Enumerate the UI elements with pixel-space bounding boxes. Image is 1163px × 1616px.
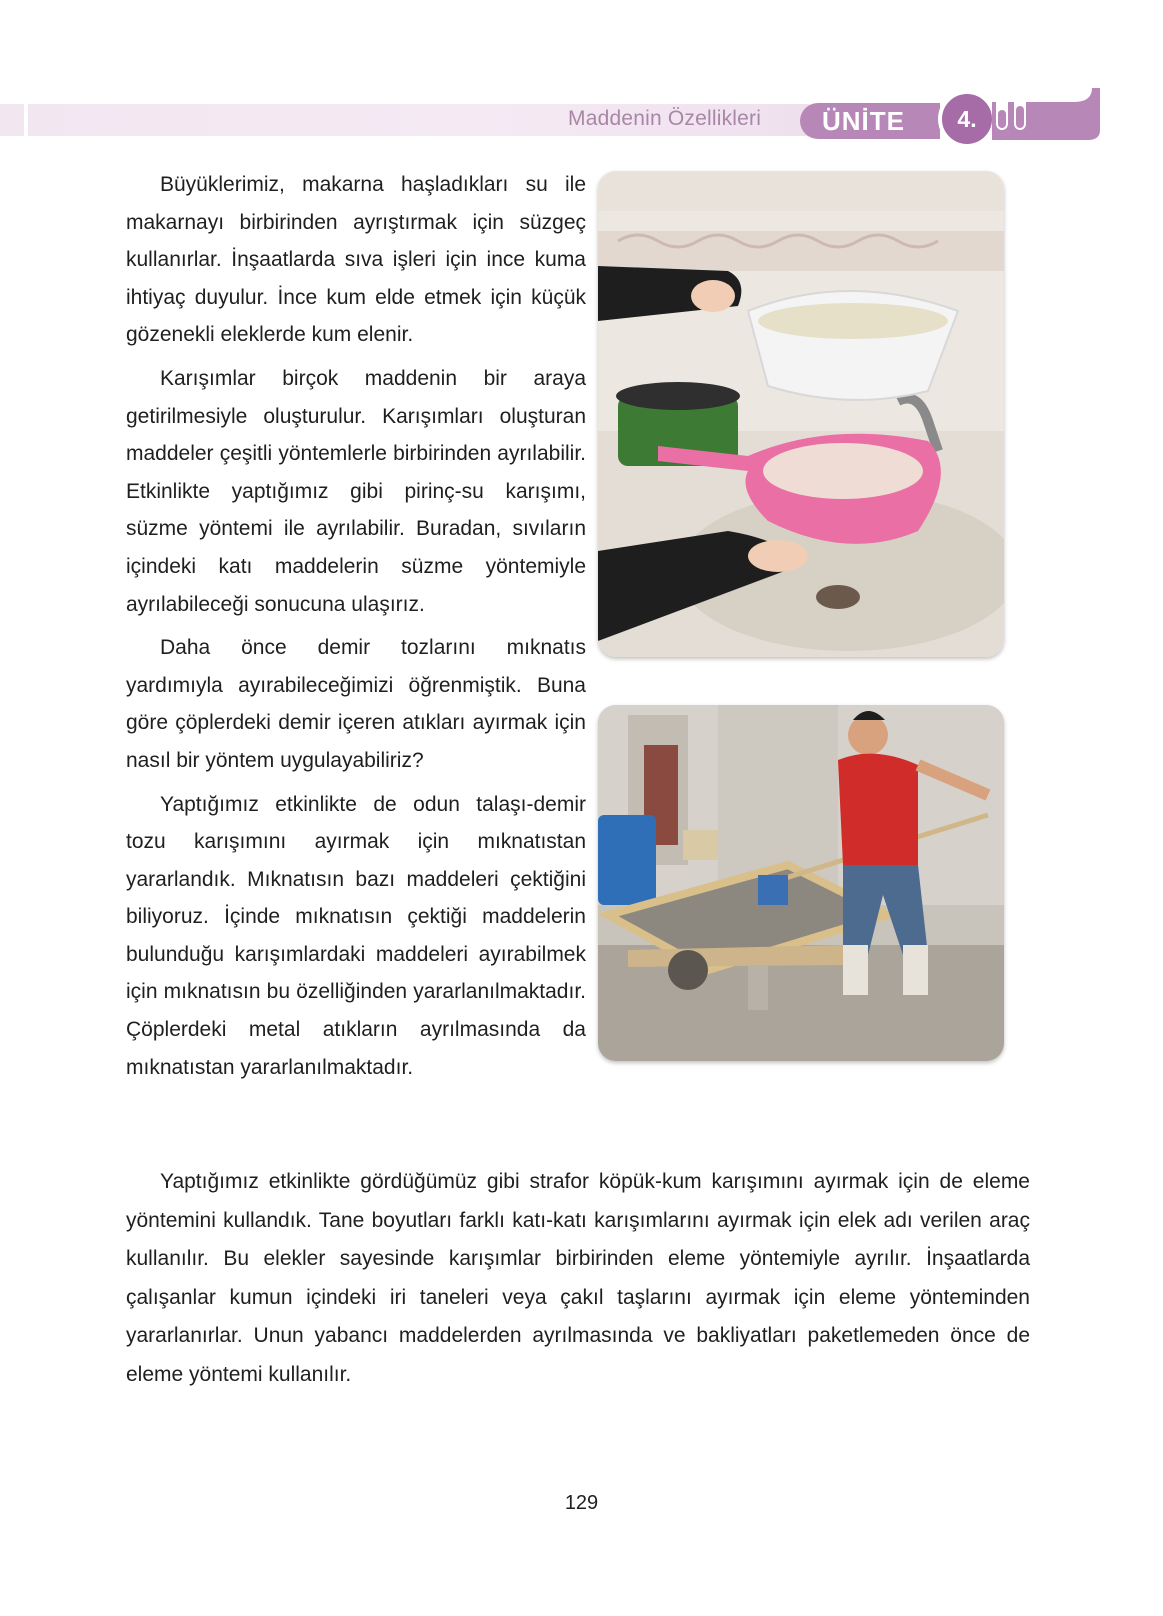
header-band-divider [24, 104, 28, 136]
bottom-text [126, 1163, 1030, 1395]
section-title: Maddenin Özellikleri [568, 107, 762, 130]
unit-number: 4. [938, 90, 996, 148]
paragraph-colander: Büyüklerimiz, makarna haşladıkları su ile makarnayı birbirinden ayrıştırmak için süzgeç kullanırlar. İnşaatlarda sıva işleri için ince kuma ihtiyaç duyulur. İnce kum elde etmek için küçük gözenekli eleklerde kum elenir. [126, 173, 586, 347]
paragraph-iron-question: Daha önce demir tozlarını mıknatıs yardımıyla ayırabileceğimizi öğrenmiştik. Buna göre çöplerdeki demir içeren atıkları ayırmak için nasıl bir yöntem uygulayabiliriz? [126, 636, 586, 772]
test-tubes-icon [992, 80, 1102, 144]
paragraph-sieving: Yaptığımız etkinlikte gördüğümüz gibi strafor köpük-kum karışımını ayırmak için de eleme yöntemini kullandık. Tane boyutları farklı katı-katı karışımlarını ayırmak için elek adı verilen araç kullanılır. Bu elekler sayesinde karışımlar birbirinden eleme yöntemiyle ayrılır. İnşaatlarda çalışanlar kumun içindeki iri taneleri veya çakıl taşlarını ayırmak için eleme yönteminden yararlanırlar. Unun yabancı maddelerden ayrılmasında ve bakliyatları paketlemeden önce de eleme yöntemi kullanılır. [126, 1170, 1030, 1386]
sieve-worker-photo [598, 705, 1004, 1061]
page-number: 129 [564, 1492, 599, 1514]
colander-photo [598, 171, 1004, 657]
paragraph-mixtures: Karışımlar birçok maddenin bir araya getirilmesiyle oluşturulur. Karışımları oluşturan maddeler çeşitli yöntemlerle birbirinden ayrılabilir. Etkinlikte yaptığımız gibi pirinç-su karışımı, süzme yöntemi ile ayrılabilir. Buradan, sıvıların içindeki katı maddelerin süzme yöntemiyle ayrılabileceği sonucuna ulaşırız. [126, 366, 586, 616]
unit-label: ÜNİTE [800, 103, 940, 139]
paragraph-magnet: Yaptığımız etkinlikte de odun talaşı-demir tozu karışımını ayırmak için mıknatıstan yararlandık. Mıknatısın bazı maddeleri çektiğini biliyoruz. İçinde mıknatısın çektiği maddelerin bulunduğu karışımlardaki maddeleri ayırabilmek için mıknatısın bu özelliğinden yararlanılmaktadır. Çöplerdeki metal atıkların ayrılmasında da mıknatıstan yararlanılmaktadır. [126, 792, 586, 1079]
left-text-column [126, 166, 586, 1092]
